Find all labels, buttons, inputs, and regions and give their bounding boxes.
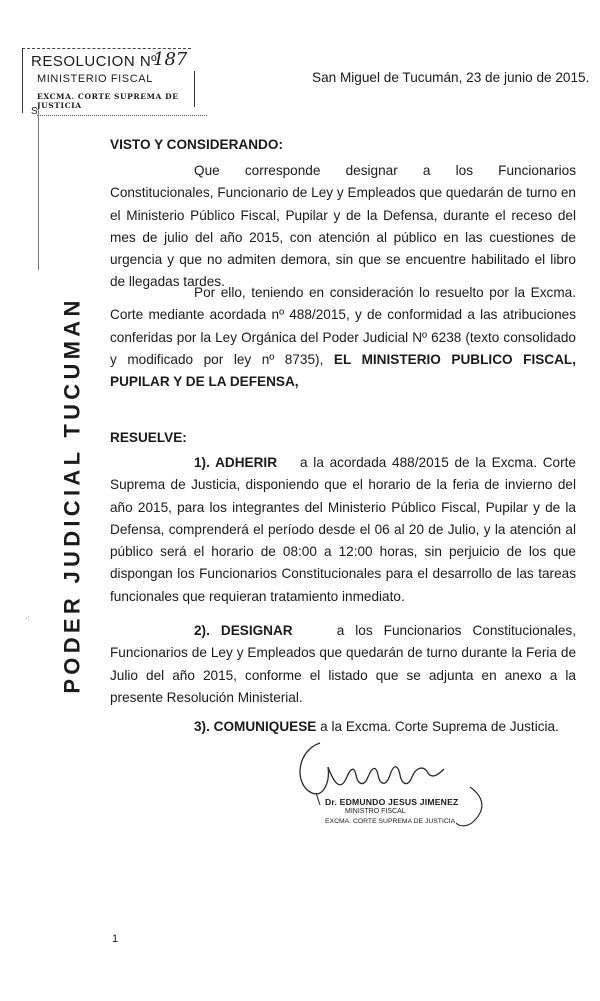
scan-speck: ⁖ xyxy=(25,614,31,624)
visto-text: Que corresponde designar a los Funcionarios Constitucionales, Funcionario de Ley y Empleados que quedarán de turno en el Ministerio Público Fiscal, Pupilar y de la Defensa, durante el receso del mes de julio del año 2015, con atención al público en las cuestiones de urgencia y que no admiten demora, sin que se encuentre habilitado el libro de llegadas tardes. xyxy=(110,163,576,290)
signatory-name: Dr. EDMUNDO JESUS JIMENEZ xyxy=(325,797,459,807)
side-watermark xyxy=(24,296,122,694)
stamp-border-tick xyxy=(194,71,196,107)
por-ello-bold: EL MINISTERIO PUBLICO FISCAL, PUPILAR Y DE LA DEFENSA, xyxy=(110,351,576,390)
article-2-text: a los Funcionarios Constitucionales, Funcionarios de Ley y Empleados que quedarán de turno durante la Feria de Julio del año 2015, conforme el listado que se adjunta en anexo a la presente Resolución Ministerial. xyxy=(110,623,576,705)
stamp-ministry: MINISTERIO FISCAL xyxy=(37,73,153,85)
article-2 xyxy=(110,620,576,709)
stamp-letter: S xyxy=(31,106,38,117)
article-3-text: a la Excma. Corte Suprema de Justicia. xyxy=(320,719,559,734)
article-1-text: a la acordada 488/2015 de la Excma. Corte Suprema de Justicia, disponiendo que el horario de la feria de invierno del año 2015, para los integrantes del Ministerio Público Fiscal, Pupilar y de la Defensa, comprenderá el período desde el 06 al 20 de Julio, y la atención al público será el horario de 08:00 a 12:00 horas, sin perjuicio de los que dispongan los Funcionarios Constitucionales para el desarrollo de las tareas funcionales que requieran tratamiento inmediato. xyxy=(110,455,576,604)
article-1 xyxy=(110,452,576,608)
page-number: 1 xyxy=(112,933,119,945)
resolution-stamp xyxy=(22,48,191,113)
stamp-court: EXCMA. CORTE SUPREMA DE JUSTICIA xyxy=(37,92,179,110)
document-date: San Miguel de Tucumán, 23 de junio de 2015. xyxy=(312,70,590,85)
por-ello-paragraph xyxy=(110,282,576,393)
margin-rule xyxy=(38,110,39,270)
article-2-label: 2). DESIGNAR xyxy=(194,623,293,638)
stamp-resolution-label: RESOLUCION Nº xyxy=(31,53,158,70)
side-watermark-text: PODER JUDICIAL TUCUMAN xyxy=(60,296,86,694)
stamp-dotted-line xyxy=(37,115,207,116)
visto-heading: VISTO Y CONSIDERANDO: xyxy=(110,137,283,152)
article-3-label: 3). COMUNIQUESE xyxy=(194,719,317,734)
resuelve-heading: RESUELVE: xyxy=(110,430,187,445)
visto-paragraph xyxy=(110,160,576,294)
signatory-organization: EXCMA. CORTE SUPREMA DE JUSTICIA xyxy=(325,818,456,825)
stamp-resolution-number: 187 xyxy=(153,49,188,70)
por-ello-text: Por ello, teniendo en consideración lo resuelto por la Excma. Corte mediante acordada nº 488/2015, y de conformidad a las atribuciones conferidas por la Ley Orgánica del Poder Judicial Nº 6238 (texto consolidado y modificado por ley nº 8735), xyxy=(110,285,576,367)
signatory-title: MINISTRO FISCAL xyxy=(345,808,406,815)
article-1-label: 1). ADHERIR xyxy=(194,455,278,470)
